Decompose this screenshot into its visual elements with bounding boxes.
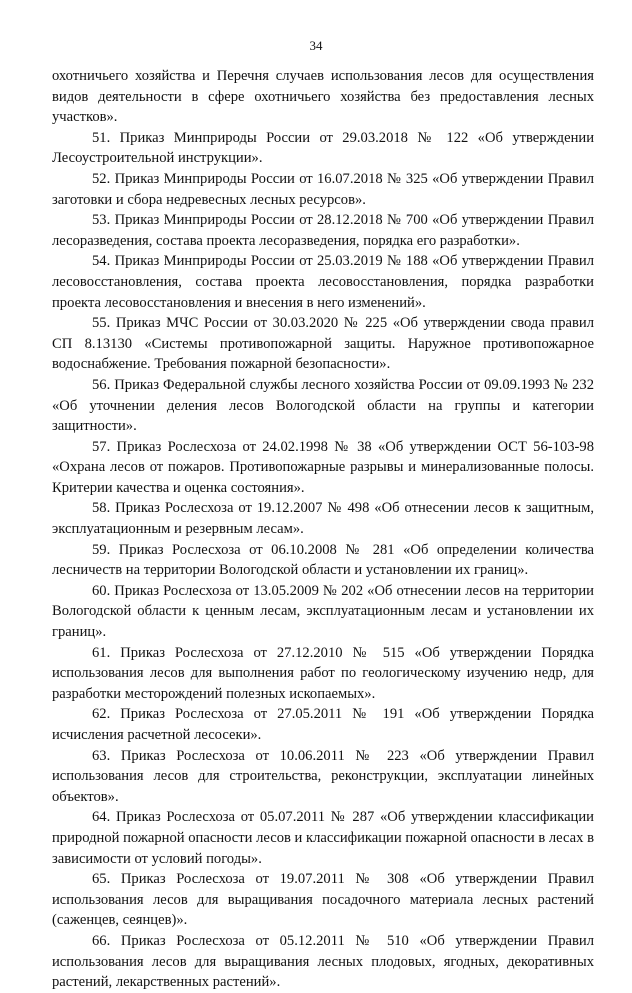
document-body [52,66,594,993]
list-item: 58. Приказ Рослесхоза от 19.12.2007 № 498 «Об отнесении лесов к защитным, эксплуатационным и резервным лесам». [52,500,594,538]
list-item: 66. Приказ Рослесхоза от 05.12.2011 № 510 «Об утверждении Правил использования лесов для выращивания лесных плодовых, ягодных, декоративных растений, лекарственных растений». [52,932,594,991]
list-item: 55. Приказ МЧС России от 30.03.2020 № 225 «Об утверждении свода правил СП 8.13130 «Системы противопожарной защиты. Наружное противопожарное водоснабжение. Требования пожарной безопасности». [52,315,594,373]
list-item: 65. Приказ Рослесхоза от 19.07.2011 № 308 «Об утверждении Правил использования лесов для выращивания посадочного материала лесных растений (саженцев, сеянцев)». [52,871,594,929]
list-item: 64. Приказ Рослесхоза от 05.07.2011 № 287 «Об утверждении классификации природной пожарной опасности лесов и классификации пожарной опасности в лесах в зависимости от условий погоды». [52,809,594,867]
list-item: 59. Приказ Рослесхоза от 06.10.2008 № 281 «Об определении количества лесничеств на территории Вологодской области и установлении их границ». [52,541,594,579]
list-item: 60. Приказ Рослесхоза от 13.05.2009 № 202 «Об отнесении лесов на территории Вологодской области к ценным лесам, эксплуатационным лесам и установлении их границ». [52,582,594,641]
list-item: 51. Приказ Минприроды России от 29.03.2018 № 122 «Об утверждении Лесоустроительной инструкции». [52,129,594,167]
list-item: 52. Приказ Минприроды России от 16.07.2018 № 325 «Об утверждении Правил заготовки и сбора недревесных лесных ресурсов». [52,170,594,208]
list-item: 53. Приказ Минприроды России от 28.12.2018 № 700 «Об утверждении Правил лесоразведения, состава проекта лесоразведения, порядка его разработки». [52,212,594,249]
list-item: 62. Приказ Рослесхоза от 27.05.2011 № 191 «Об утверждении Порядка исчисления расчетной лесосеки». [52,706,594,743]
intro-paragraph: охотничьего хозяйства и Перечня случаев использования лесов для осуществления видов деятельности в сфере охотничьего хозяйства без предоставления лесных участков». [52,68,594,126]
list-item: 56. Приказ Федеральной службы лесного хозяйства России от 09.09.1993 № 232 «Об уточнении деления лесов Вологодской области на группы и категории защитности». [52,376,594,435]
list-item: 63. Приказ Рослесхоза от 10.06.2011 № 223 «Об утверждении Правил использования лесов для строительства, реконструкции, эксплуатации линейных объектов». [52,747,594,805]
list-item: 61. Приказ Рослесхоза от 27.12.2010 № 515 «Об утверждении Порядка использования лесов для выполнения работ по геологическому изучению недр, для разработки месторождений полезных ископаемых». [52,644,594,702]
list-item: 54. Приказ Минприроды России от 25.03.2019 № 188 «Об утверждении Правил лесовосстановления, состава проекта лесовосстановления, порядка разработки проекта лесовосстановления и внесения в него изменений». [52,253,594,311]
list-item: 57. Приказ Рослесхоза от 24.02.1998 № 38 «Об утверждении ОСТ 56-103-98 «Охрана лесов от пожаров. Противопожарные разрывы и минерализованные полосы. Критерии качества и оценка состояния». [52,438,594,496]
page-number: 34 [309,38,323,53]
